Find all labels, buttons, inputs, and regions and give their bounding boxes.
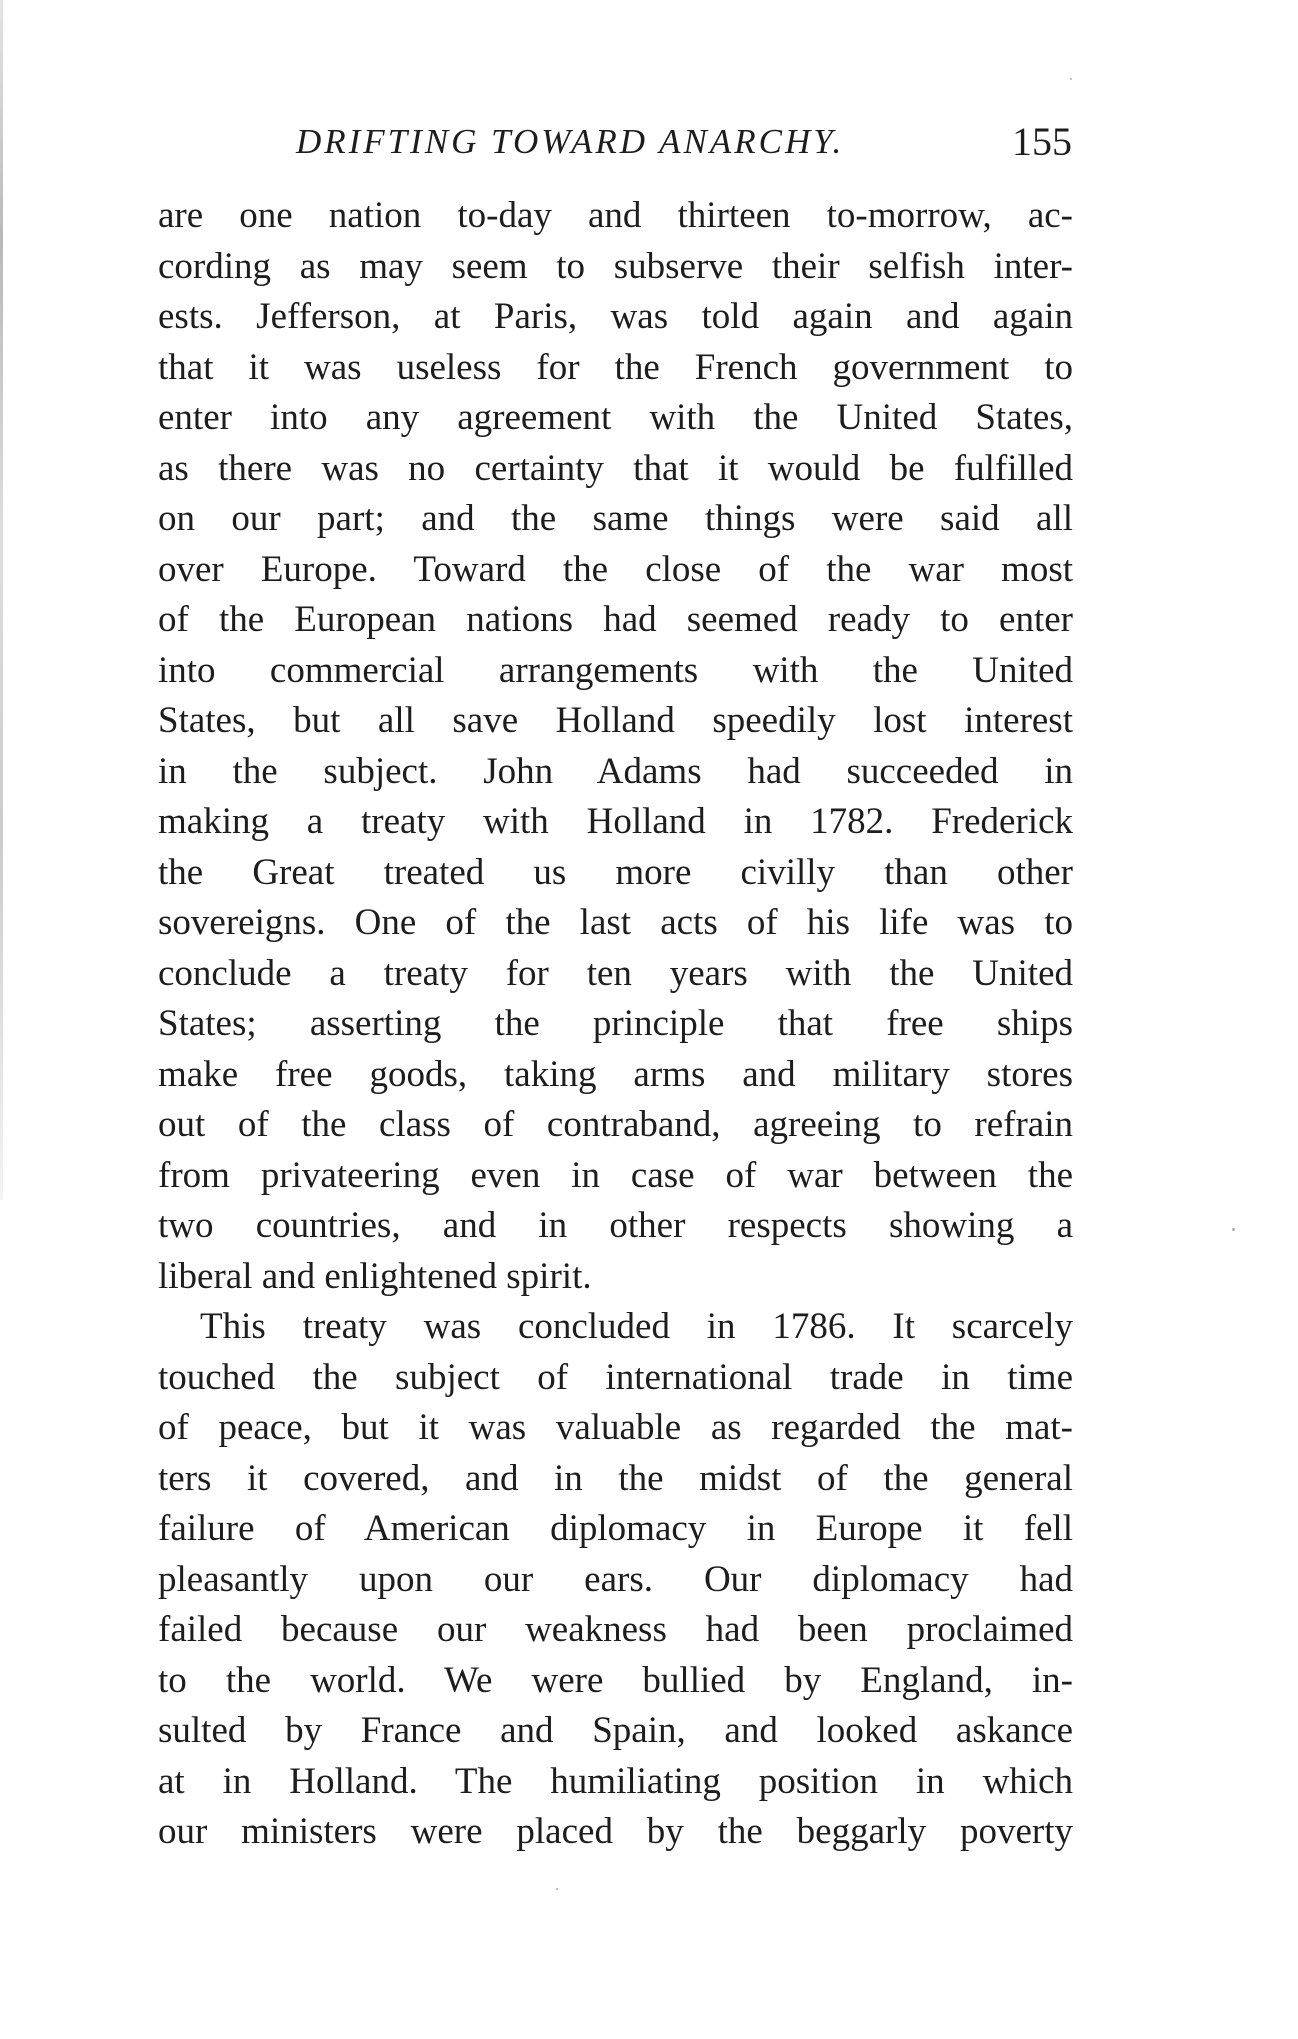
text-line: making a treaty with Holland in 1782. Frederick xyxy=(158,801,1073,842)
paragraph-1 xyxy=(158,191,1073,1302)
text-line: our ministers were placed by the beggarly poverty xyxy=(158,1811,1073,1852)
text-line: sulted by France and Spain, and looked askance xyxy=(158,1710,1073,1751)
paper-speck xyxy=(1232,1228,1235,1231)
text-line: liberal and enlightened spirit. xyxy=(158,1255,592,1297)
text-line: failure of American diplomacy in Europe it fell xyxy=(158,1508,1073,1549)
text-line: ests. Jefferson, at Paris, was told again and again xyxy=(158,296,1073,337)
text-line: of peace, but it was valuable as regarded the mat- xyxy=(158,1407,1073,1448)
text-line: enter into any agreement with the United States, xyxy=(158,397,1073,438)
text-line: This treaty was concluded in 1786. It scarcely xyxy=(200,1306,1073,1347)
text-line: into commercial arrangements with the United xyxy=(158,649,1073,691)
text-line: ters it covered, and in the midst of the general xyxy=(158,1457,1073,1499)
paper-speck xyxy=(1070,78,1072,80)
text-line: to the world. We were bullied by England, in- xyxy=(158,1659,1073,1701)
text-line: cording as may seem to subserve their selfish inter- xyxy=(158,245,1073,287)
text-line: in the subject. John Adams had succeeded in xyxy=(158,750,1073,792)
text-line: over Europe. Toward the close of the war most xyxy=(158,548,1073,590)
paper-speck xyxy=(556,1888,558,1890)
text-line: at in Holland. The humiliating position in which xyxy=(158,1760,1073,1802)
text-line: as there was no certainty that it would be fulfilled xyxy=(158,447,1073,489)
text-line: pleasantly upon our ears. Our diplomacy had xyxy=(158,1558,1073,1600)
text-line: two countries, and in other respects showing a xyxy=(158,1205,1073,1246)
text-line: sovereigns. One of the last acts of his life was to xyxy=(158,902,1073,943)
text-line: conclude a treaty for ten years with the United xyxy=(158,952,1073,994)
running-title: DRIFTING TOWARD ANARCHY. xyxy=(296,122,845,161)
text-line: that it was useless for the French government to xyxy=(158,346,1073,388)
body-text xyxy=(158,191,1073,1858)
text-line: touched the subject of international trade in time xyxy=(158,1356,1073,1398)
page-number: 155 xyxy=(1012,119,1072,164)
text-line: make free goods, taking arms and military stores xyxy=(158,1053,1073,1095)
text-line: the Great treated us more civilly than other xyxy=(158,851,1073,893)
text-line: are one nation to-day and thirteen to-morrow, ac- xyxy=(158,195,1073,236)
page-edge-shadow xyxy=(0,0,3,1200)
text-line: failed because our weakness had been proclaimed xyxy=(158,1609,1073,1650)
paragraph-2 xyxy=(158,1302,1073,1858)
text-line: out of the class of contraband, agreeing to refrain xyxy=(158,1104,1073,1145)
text-line: on our part; and the same things were said all xyxy=(158,498,1073,539)
text-line: States; asserting the principle that free ships xyxy=(158,1003,1073,1044)
text-line: States, but all save Holland speedily lost interest xyxy=(158,700,1073,741)
text-line: of the European nations had seemed ready to enter xyxy=(158,599,1073,640)
text-line: from privateering even in case of war between the xyxy=(158,1154,1073,1196)
running-head xyxy=(158,112,1078,172)
